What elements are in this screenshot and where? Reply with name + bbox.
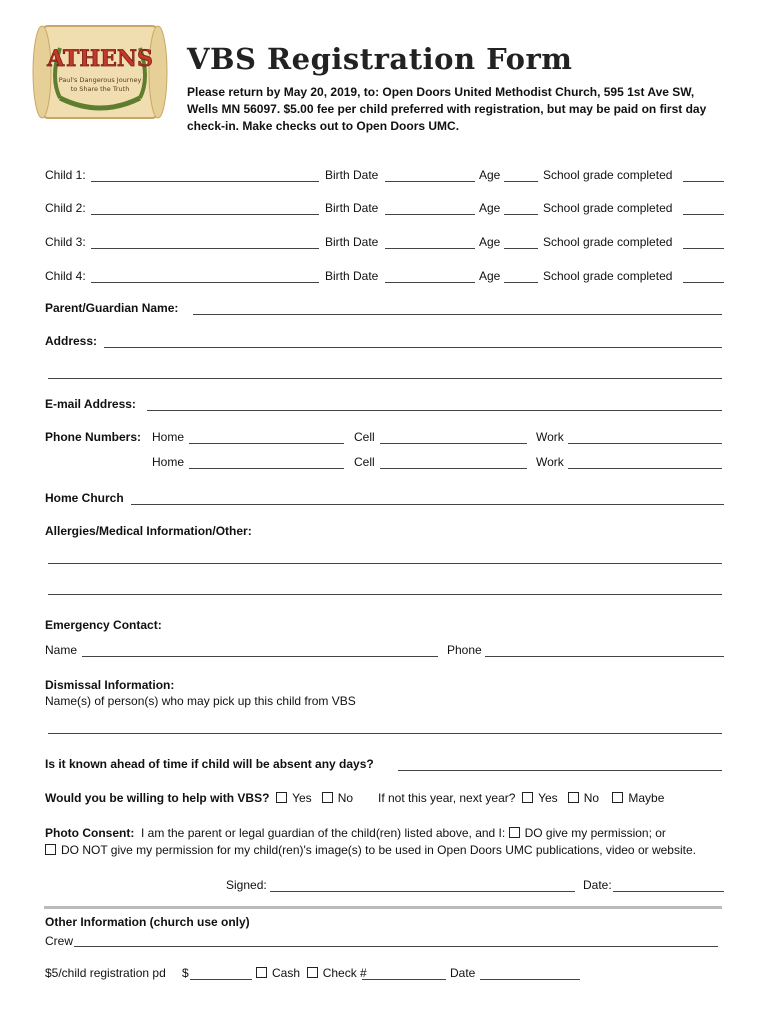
phone-cell-label: Cell (354, 430, 375, 444)
athens-logo (30, 18, 170, 126)
child-2-birth-label: Birth Date (325, 201, 379, 215)
page-title: VBS Registration Form (187, 42, 573, 76)
registration-label: $5/child registration pd (45, 966, 166, 980)
child-4-label: Child 4: (45, 269, 86, 283)
child-1-birth-label: Birth Date (325, 168, 379, 182)
next-year-row (378, 791, 664, 805)
child-1-age-label: Age (479, 168, 501, 182)
address-label: Address: (45, 334, 98, 348)
check-label: Check # (322, 966, 367, 980)
dismissal-field[interactable] (48, 733, 722, 734)
phone-home-field-2[interactable] (189, 468, 344, 469)
check-checkbox[interactable] (307, 967, 318, 978)
phone-work-label: Work (536, 430, 564, 444)
church-field[interactable] (131, 504, 724, 505)
photo-do-checkbox[interactable] (509, 827, 520, 838)
child-2-grade-field[interactable] (683, 214, 724, 215)
photo-row-2 (45, 843, 696, 857)
child-3-label: Child 3: (45, 235, 86, 249)
photo-do-label: DO give my permission; or (524, 826, 666, 840)
child-4-age-label: Age (479, 269, 501, 283)
phone-cell-label-2: Cell (354, 455, 375, 469)
cash-checkbox[interactable] (256, 967, 267, 978)
phone-label: Phone Numbers: (45, 430, 142, 444)
next-year-maybe-checkbox[interactable] (612, 792, 623, 803)
child-2-birth-field[interactable] (385, 214, 475, 215)
photo-text: I am the parent or legal guardian of the child(ren) listed above, and I: (141, 826, 506, 840)
allergies-label: Allergies/Medical Information/Other: (45, 524, 252, 538)
email-label: E-mail Address: (45, 397, 136, 411)
absent-field[interactable] (398, 770, 722, 771)
photo-row-1 (45, 826, 666, 840)
phone-home-label-2: Home (152, 455, 185, 469)
help-row (45, 791, 353, 805)
phone-work-field[interactable] (568, 443, 722, 444)
child-2-age-field[interactable] (504, 214, 538, 215)
email-field[interactable] (147, 410, 722, 411)
dismissal-heading: Dismissal Information: (45, 678, 175, 692)
child-3-grade-field[interactable] (683, 248, 724, 249)
allergies-field-2[interactable] (48, 594, 722, 595)
cash-label: Cash (272, 966, 301, 980)
emergency-phone-label: Phone (447, 643, 482, 657)
child-4-age-field[interactable] (504, 282, 538, 283)
phone-work-label-2: Work (536, 455, 564, 469)
emergency-phone-field[interactable] (485, 656, 724, 657)
help-no-checkbox[interactable] (322, 792, 333, 803)
help-yes-label: Yes (292, 791, 312, 805)
photo-label: Photo Consent: (45, 826, 135, 840)
help-question: Would you be willing to help with VBS? (45, 791, 270, 805)
child-4-name-field[interactable] (91, 282, 319, 283)
emergency-name-label: Name (45, 643, 78, 657)
logo-title: ATHENS (47, 46, 153, 72)
next-year-no-label: No (583, 791, 600, 805)
address-field-line2[interactable] (48, 378, 722, 379)
separator (44, 906, 722, 909)
child-4-birth-field[interactable] (385, 282, 475, 283)
dismissal-sub: Name(s) of person(s) who may pick up this child from VBS (45, 694, 356, 708)
child-1-label: Child 1: (45, 168, 86, 182)
reg-date-label: Date (450, 966, 476, 980)
child-2-grade-label: School grade completed (543, 201, 673, 215)
parent-label: Parent/Guardian Name: (45, 301, 179, 315)
allergies-field-1[interactable] (48, 563, 722, 564)
child-1-birth-field[interactable] (385, 181, 475, 182)
address-field[interactable] (104, 347, 722, 348)
child-3-age-label: Age (479, 235, 501, 249)
next-year-yes-label: Yes (538, 791, 558, 805)
child-4-birth-label: Birth Date (325, 269, 379, 283)
phone-cell-field-2[interactable] (380, 468, 527, 469)
child-4-grade-label: School grade completed (543, 269, 673, 283)
phone-cell-field[interactable] (380, 443, 527, 444)
next-year-yes-checkbox[interactable] (522, 792, 533, 803)
reg-date-field[interactable] (480, 979, 580, 980)
church-use-heading: Other Information (church use only) (45, 915, 250, 929)
child-2-age-label: Age (479, 201, 501, 215)
child-3-age-field[interactable] (504, 248, 538, 249)
check-number-field[interactable] (362, 979, 446, 980)
amount-field[interactable] (190, 979, 252, 980)
crew-field[interactable] (74, 946, 718, 947)
date-label: Date: (583, 878, 612, 892)
church-label: Home Church (45, 491, 124, 505)
child-3-birth-field[interactable] (385, 248, 475, 249)
child-3-name-field[interactable] (91, 248, 319, 249)
photo-do-not-checkbox[interactable] (45, 844, 56, 855)
child-2-label: Child 2: (45, 201, 86, 215)
child-2-name-field[interactable] (91, 214, 319, 215)
child-1-name-field[interactable] (91, 181, 319, 182)
emergency-name-field[interactable] (82, 656, 438, 657)
absent-question: Is it known ahead of time if child will be absent any days? (45, 757, 374, 771)
date-field[interactable] (613, 891, 724, 892)
dollar-sign: $ (182, 966, 189, 980)
signed-label: Signed: (226, 878, 267, 892)
svg-text:Paul's Dangerous Journey: Paul's Dangerous Journey (58, 76, 142, 84)
phone-home-label: Home (152, 430, 185, 444)
child-3-birth-label: Birth Date (325, 235, 379, 249)
child-1-grade-label: School grade completed (543, 168, 673, 182)
child-3-grade-label: School grade completed (543, 235, 673, 249)
svg-text:to Share the Truth: to Share the Truth (70, 85, 130, 93)
phone-work-field-2[interactable] (568, 468, 722, 469)
child-1-grade-field[interactable] (683, 181, 724, 182)
next-year-no-checkbox[interactable] (568, 792, 579, 803)
help-no-label: No (337, 791, 354, 805)
intro-text: Please return by May 20, 2019, to: Open Doors United Methodist Church, 595 1st Ave SW, Wells MN 56097. $5.00 fee per child preferred with registration, but may be paid on first day check-in. Make checks out to Open Doors UMC. (187, 85, 707, 133)
cash-row (256, 966, 367, 980)
parent-field[interactable] (193, 314, 722, 315)
phone-home-field[interactable] (189, 443, 344, 444)
emergency-heading: Emergency Contact: (45, 618, 162, 632)
next-year-maybe-label: Maybe (628, 791, 665, 805)
child-4-grade-field[interactable] (683, 282, 724, 283)
help-yes-checkbox[interactable] (276, 792, 287, 803)
signed-field[interactable] (270, 891, 575, 892)
photo-do-not-label: DO NOT give my permission for my child(ren)'s image(s) to be used in Open Doors UMC publications, video or website. (61, 843, 696, 857)
crew-label: Crew (45, 934, 74, 948)
next-year-question: If not this year, next year? (378, 791, 516, 805)
child-1-age-field[interactable] (504, 181, 538, 182)
